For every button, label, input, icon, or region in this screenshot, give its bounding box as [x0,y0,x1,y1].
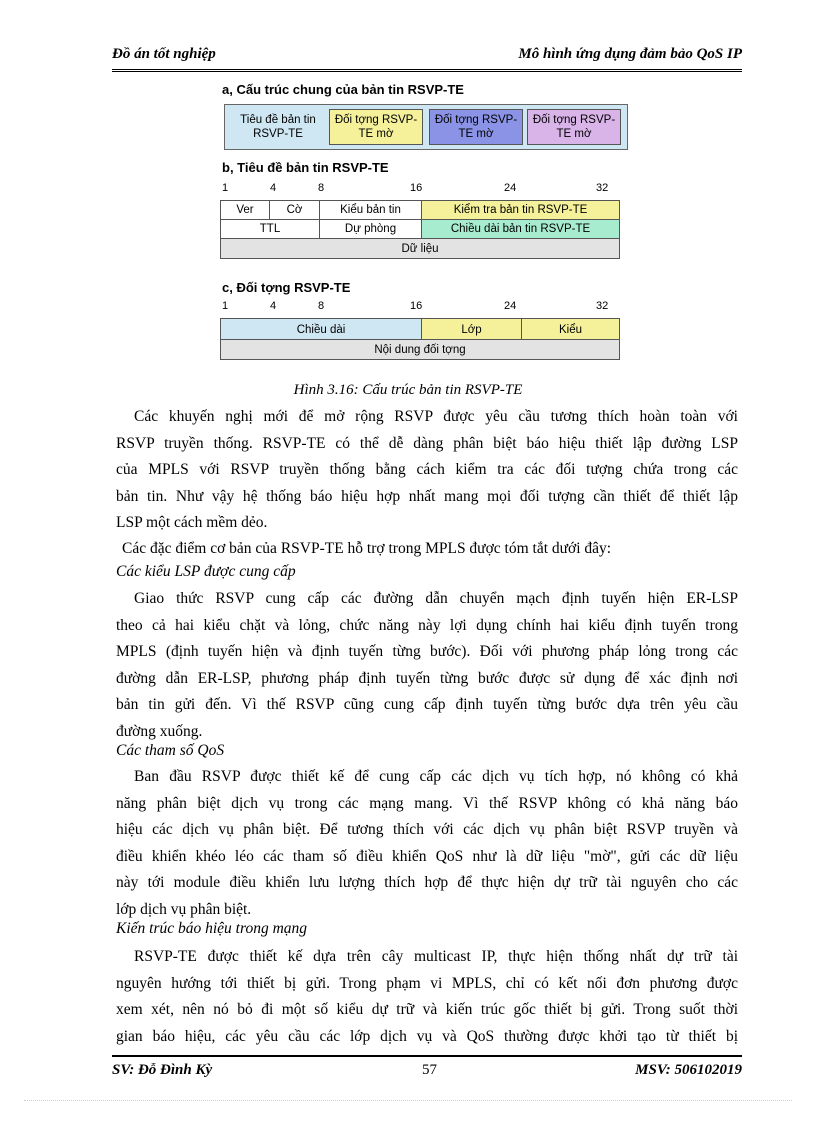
page-bottom-edge [24,1100,792,1101]
figure-a-box-object-2: Đối tợng RSVP-TE mờ [429,109,523,145]
field-ver: Ver [220,200,270,220]
paragraph-4 [116,764,738,923]
text-line: RSVP-TE được thiết kế dựa trên cây multicast IP, thực hiện thống nhất dự trữ tài [134,948,738,965]
text-line: điều khiển khéo léo các tham số điều khiển QoS như là dữ liệu "mờ", gửi các dữ liệu [116,847,738,865]
text-line: đường xuống. [116,722,203,740]
figure-b-title: b, Tiêu đề bản tin RSVP-TE [222,160,389,175]
figure-a-box-object-1: Đối tợng RSVP-TE mờ [329,109,423,145]
figure-c [220,298,630,364]
bit-label: 8 [318,300,325,312]
figure-b [220,180,630,266]
paragraph-3 [116,586,738,745]
text-line: gian báo hiệu, các yêu cầu các lớp dịch vụ và QoS thường được khởi tạo từ thiết bị [116,1027,738,1045]
text-line: LSP một cách mềm dẻo. [116,514,268,531]
bit-label: 24 [504,182,517,194]
field-ttl: TTL [220,219,320,239]
figure-a-box-header: Tiêu đề bản tin RSVP-TE [229,109,327,145]
field-length: Chiều dài [220,318,422,340]
text-line: đường dẫn ER-LSP, phương pháp định tuyến từng bước được sử dụng để xác định nơi [116,669,738,687]
bit-label: 32 [596,300,609,312]
footer-student-id: MSV: 506102019 [635,1062,742,1078]
figure-caption: Hình 3.16: Cấu trúc bản tin RSVP-TE [293,382,523,398]
paragraph-2: Các đặc điểm cơ bản của RSVP-TE hỗ trợ trong MPLS được tóm tắt dưới đây: [122,540,612,557]
page-footer [112,1062,742,1082]
text-line: RSVP truyền thống. RSVP-TE có thể dễ dàng phân biệt báo hiệu thiết lập đường LSP [116,434,738,452]
bit-label: 24 [504,300,517,312]
bit-label: 1 [222,182,229,194]
bit-label: 16 [410,300,423,312]
figure-a-box-object-3: Đối tợng RSVP-TE mờ [527,109,621,145]
text-line: Các khuyến nghị mới để mở rộng RSVP được yêu cầu tương thích hoàn toàn với [134,408,738,425]
figure-a-title: a, Cấu trúc chung của bản tin RSVP-TE [222,82,464,97]
paragraph-5 [116,944,738,1050]
footer-student: SV: Đỗ Đình Kỳ [112,1062,213,1078]
footer-rule [112,1055,742,1057]
field-class: Lớp [421,318,522,340]
text-line: hiệu các dịch vụ phân biệt. Để tương thích với các dịch vụ phân biệt RSVP truyền và [116,821,738,838]
text-line: lớp dịch vụ phân biệt. [116,900,252,918]
header-right: Mô hình ứng dụng đảm bảo QoS IP [518,46,742,62]
field-flags: Cờ [269,200,320,220]
field-message-length: Chiều dài bản tin RSVP-TE [421,219,620,239]
subheading-lsp-types: Các kiểu LSP được cung cấp [116,563,296,580]
paragraph-1 [116,404,738,537]
text-line: xem xét, nên nó bỏ đi một số kiểu dự trữ và kiến trúc gốc thiết bị gửi. Trong suốt thời [116,1001,738,1018]
text-line: bản tin gửi đến. Vì thế RSVP cũng cung cấp định tuyến từng bước dựa trên yêu cầu [116,696,738,713]
subheading-signaling-architecture: Kiến trúc báo hiệu trong mạng [116,920,308,937]
field-object-content: Nội dung đối tợng [220,339,620,360]
bit-label: 1 [222,300,229,312]
field-message-type: Kiểu bản tin [319,200,422,220]
bit-label: 32 [596,182,609,194]
page-number: 57 [422,1062,437,1078]
text-line: bản tin. Như vậy hệ thống báo hiệu hợp nhất mang mọi đối tượng cần thiết để thiết lập [116,487,738,505]
text-line: nguyên hướng tới thiết bị gửi. Trong phạm vi MPLS, chỉ có kết nối đơn phương được [116,974,738,992]
header-rule [112,69,742,72]
figure-c-title: c, Đối tợng RSVP-TE [222,280,351,295]
bit-label: 8 [318,182,325,194]
page-header [112,44,742,66]
header-left: Đồ án tốt nghiệp [112,46,216,62]
text-line: Ban đầu RSVP được thiết kế để cung cấp các dịch vụ tích hợp, nó không có khả [134,768,738,785]
field-type: Kiểu [521,318,620,340]
figure-a [224,104,628,150]
text-line: theo cả hai kiểu chặt và lỏng, chức năng này lợi dụng chính hai kiểu định tuyến trong [116,616,738,634]
bit-label: 4 [270,300,277,312]
field-data: Dữ liệu [220,238,620,259]
text-line: này tới module điều khiển lưu lượng thích hợp để thực hiện dự trữ tài nguyên cho các [116,874,738,891]
text-line: của MPLS với RSVP truyền thống bằng cách kiểm tra các đối tượng chứa trong các [116,461,738,478]
field-reserved: Dự phòng [319,219,422,239]
text-line: năng phân biệt dịch vụ trong các mạng mang. Vì thế RSVP không có khả năng báo [116,794,738,812]
bit-label: 16 [410,182,423,194]
bit-label: 4 [270,182,277,194]
subheading-qos-parameters: Các tham số QoS [116,742,225,759]
field-checksum: Kiểm tra bản tin RSVP-TE [421,200,620,220]
text-line: MPLS (định tuyến hiện và định tuyến từng bước). Đối với phương pháp lỏng trong các [116,643,738,660]
text-line: Giao thức RSVP cung cấp các đường dẫn chuyển mạch định tuyến hiện ER-LSP [134,590,738,607]
